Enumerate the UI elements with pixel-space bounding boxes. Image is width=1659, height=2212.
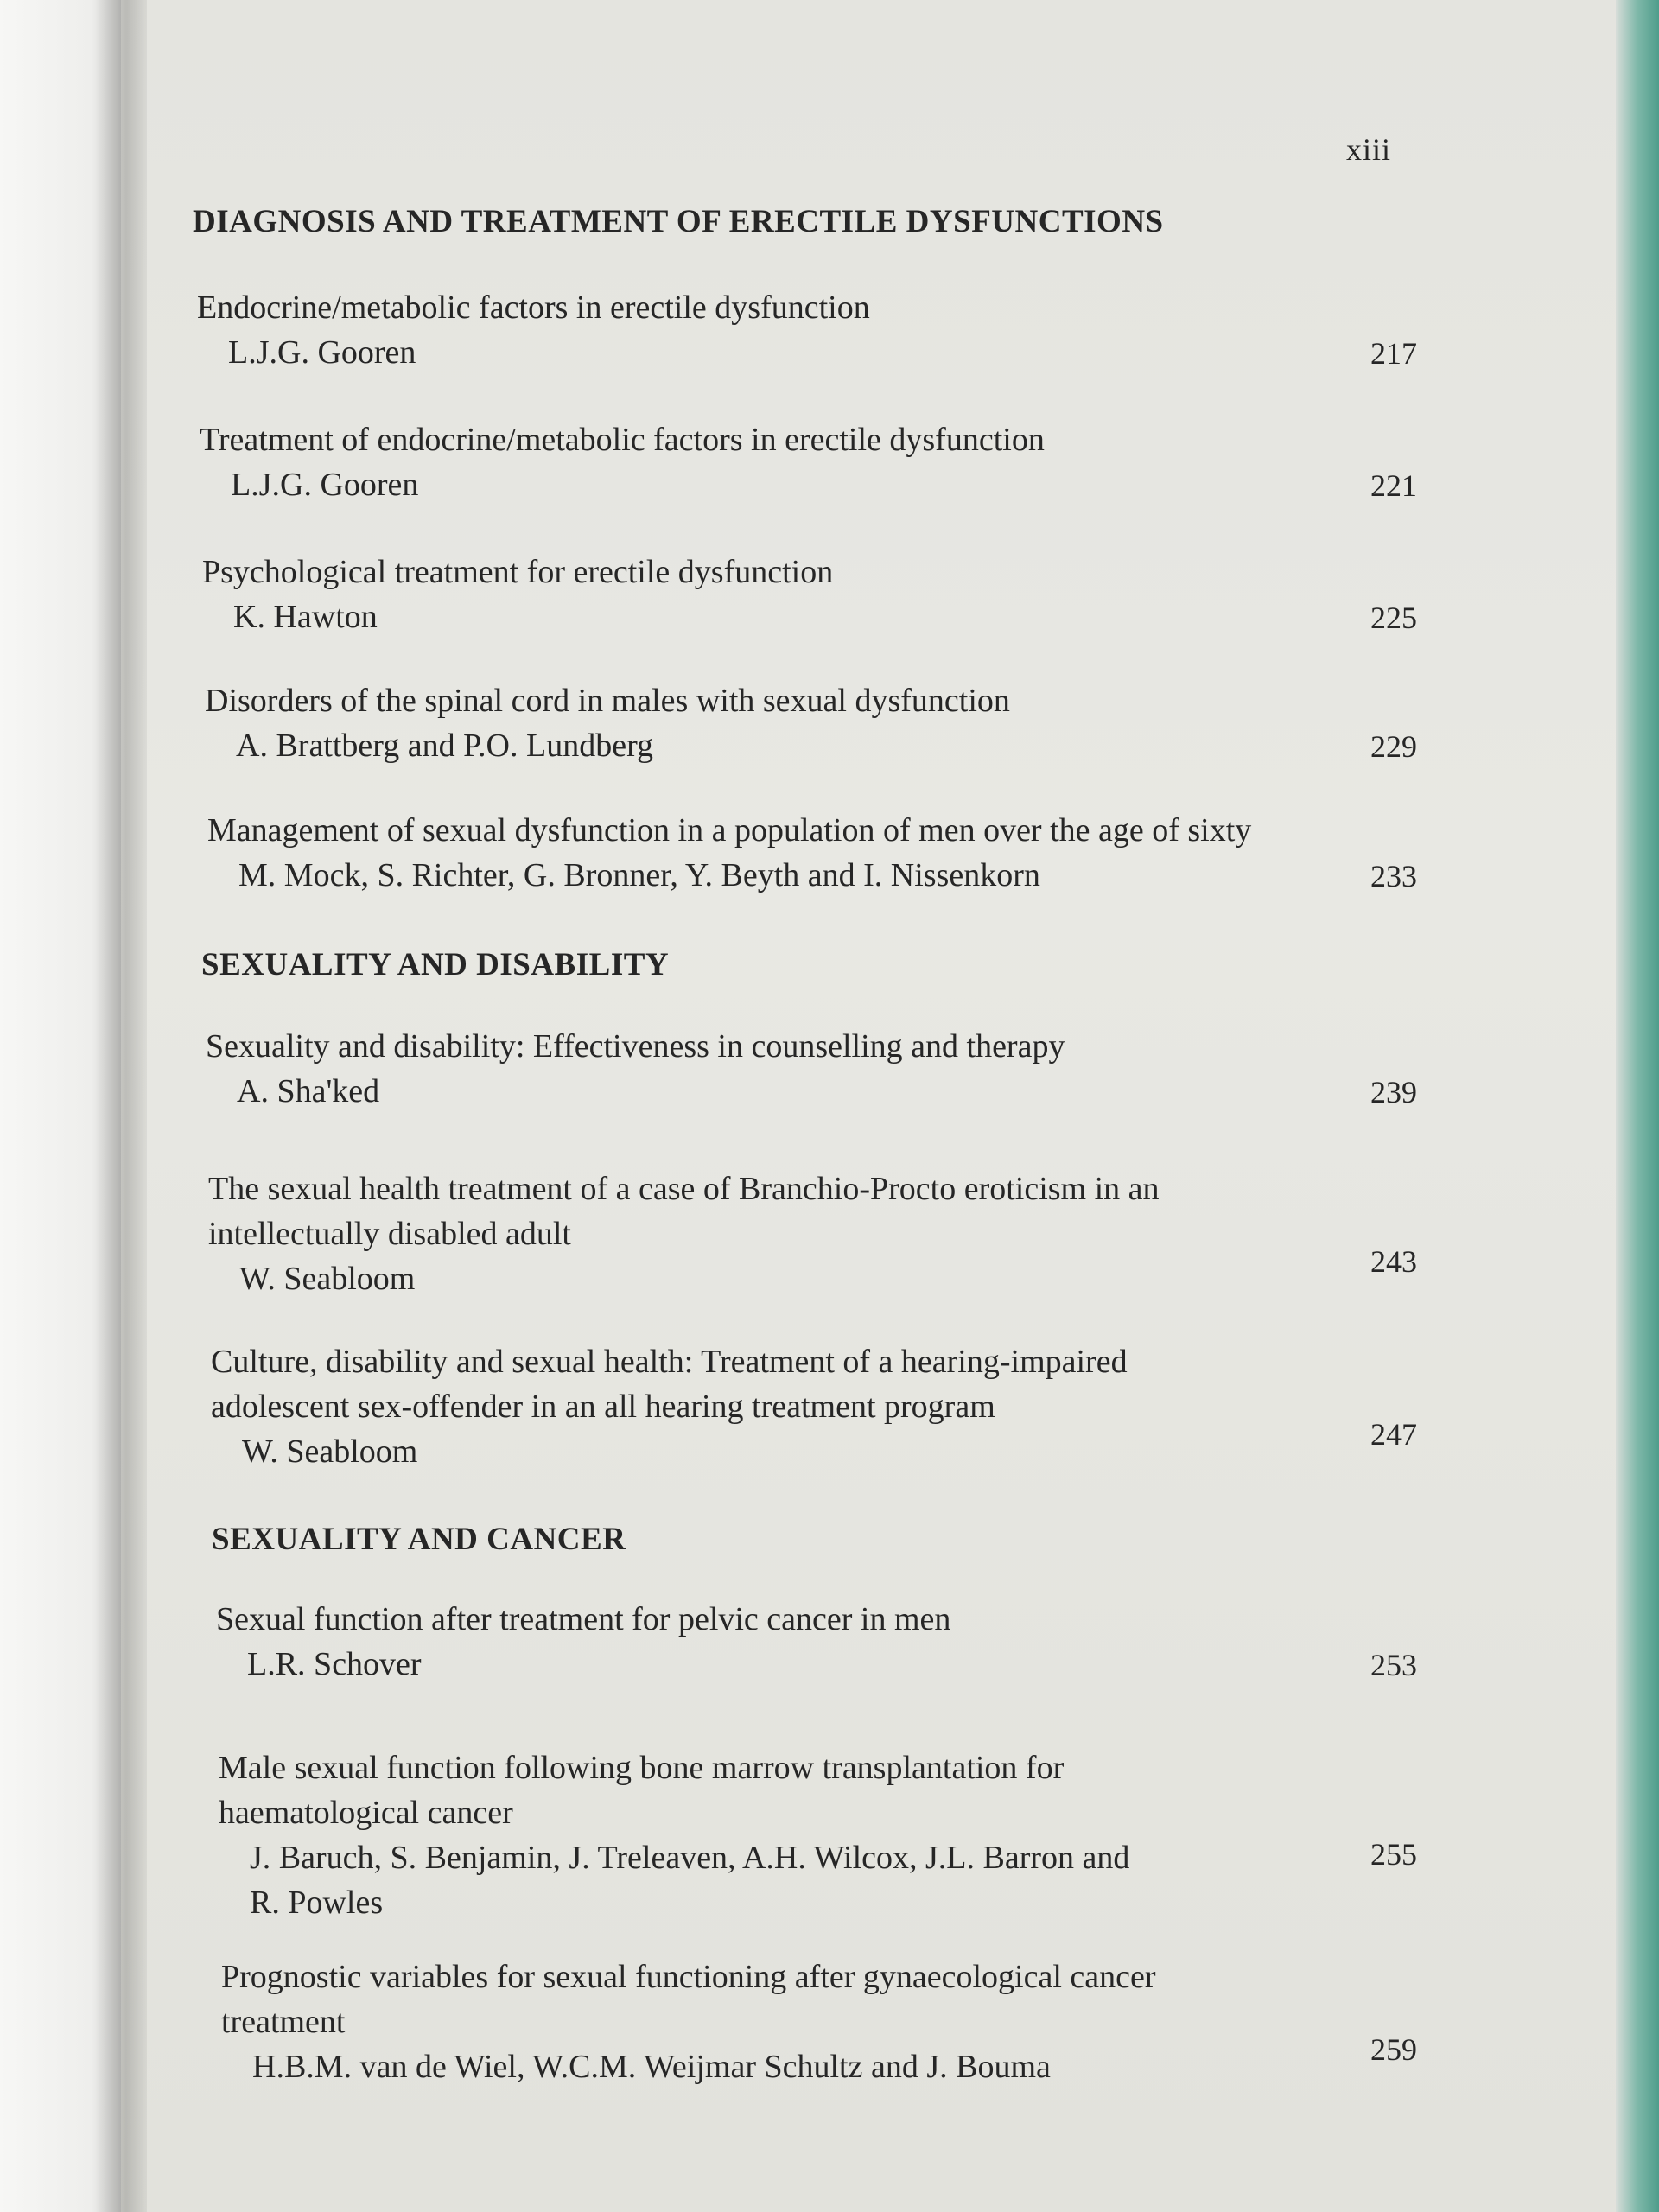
entry-title: Disorders of the spinal cord in males with sexual dysfunction [205, 683, 1010, 719]
binding-shadow [95, 0, 147, 2212]
toc-entry[interactable] [208, 1166, 1417, 1301]
entry-title: Endocrine/metabolic factors in erectile dysfunction [197, 289, 870, 326]
entry-page-number: 217 [1370, 336, 1417, 371]
entry-title: intellectually disabled adult [208, 1216, 571, 1252]
entry-authors: K. Hawton [233, 599, 378, 635]
entry-title: treatment [221, 2004, 346, 2040]
entry-page-number: 229 [1370, 729, 1417, 764]
toc-entry[interactable] [205, 678, 1417, 768]
entry-authors: A. Sha'ked [237, 1073, 380, 1109]
entry-authors: W. Seabloom [239, 1261, 416, 1297]
toc-entry[interactable] [206, 1024, 1417, 1114]
toc-entry[interactable] [219, 1745, 1417, 1925]
entry-authors: R. Powles [250, 1885, 384, 1921]
entry-title: Male sexual function following bone marrow transplantation for [219, 1750, 1065, 1786]
cover-edge [1616, 0, 1659, 2212]
entry-authors: W. Seabloom [242, 1433, 418, 1470]
toc-entry[interactable] [207, 808, 1417, 898]
toc-entry[interactable] [200, 417, 1417, 507]
entry-title: Management of sexual dysfunction in a population of men over the age of sixty [207, 812, 1252, 849]
page-number: xiii [1346, 132, 1392, 167]
entry-authors: H.B.M. van de Wiel, W.C.M. Weijmar Schultz and J. Bouma [252, 2049, 1051, 2085]
entry-authors: L.J.G. Gooren [228, 334, 416, 371]
entry-title: Sexual function after treatment for pelvic cancer in men [216, 1601, 951, 1637]
entry-title: Prognostic variables for sexual functioning after gynaecological cancer [221, 1959, 1156, 1995]
entry-title: adolescent sex-offender in an all hearing treatment program [211, 1389, 995, 1425]
entry-title: Psychological treatment for erectile dysfunction [202, 554, 834, 590]
entry-authors: A. Brattberg and P.O. Lundberg [236, 728, 654, 764]
entry-page-number: 233 [1370, 859, 1417, 893]
toc-entry[interactable] [197, 285, 1417, 375]
toc-entry[interactable] [221, 1955, 1417, 2089]
entry-title: haematological cancer [219, 1795, 513, 1831]
entry-authors: L.R. Schover [247, 1646, 422, 1682]
entry-page-number: 259 [1370, 2032, 1417, 2068]
entry-authors: M. Mock, S. Richter, G. Bronner, Y. Beyth and I. Nissenkorn [238, 857, 1040, 893]
entry-title: Treatment of endocrine/metabolic factors in erectile dysfunction [200, 422, 1045, 458]
toc-entry[interactable] [211, 1339, 1417, 1474]
section-heading: SEXUALITY AND DISABILITY [201, 947, 670, 982]
entry-page-number: 253 [1370, 1648, 1417, 1682]
entry-title: The sexual health treatment of a case of Branchio-Procto eroticism in an [208, 1171, 1160, 1207]
entry-page-number: 243 [1370, 1244, 1417, 1280]
entry-title: Culture, disability and sexual health: Treatment of a hearing-impaired [211, 1344, 1128, 1380]
section-heading: SEXUALITY AND CANCER [212, 1522, 626, 1557]
section-heading: DIAGNOSIS AND TREATMENT OF ERECTILE DYSFUNCTIONS [193, 204, 1164, 239]
entry-page-number: 239 [1370, 1075, 1417, 1109]
entry-page-number: 221 [1370, 468, 1417, 503]
entry-authors: J. Baruch, S. Benjamin, J. Treleaven, A.H. Wilcox, J.L. Barron and [250, 1840, 1130, 1876]
entry-authors: L.J.G. Gooren [231, 467, 419, 503]
toc-entry[interactable] [216, 1597, 1417, 1687]
entry-page-number: 255 [1370, 1836, 1417, 1872]
entry-page-number: 225 [1370, 601, 1417, 635]
entry-title: Sexuality and disability: Effectiveness in counselling and therapy [206, 1028, 1065, 1065]
entry-page-number: 247 [1370, 1417, 1417, 1452]
toc-entry[interactable] [202, 550, 1417, 639]
